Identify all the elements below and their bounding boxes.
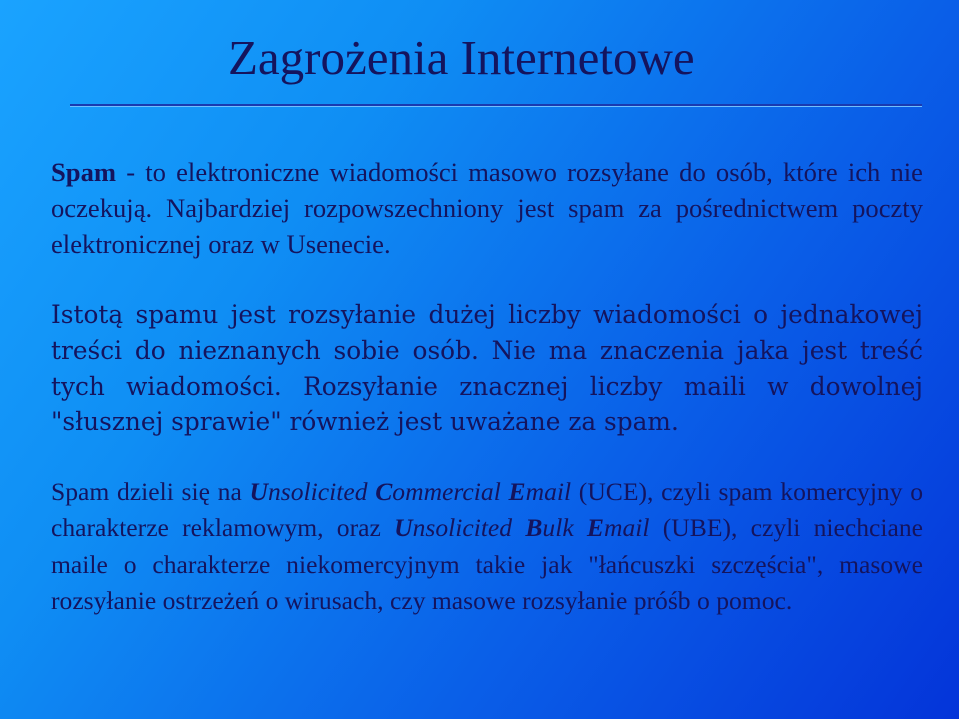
- ube-term: [394, 513, 649, 542]
- definition-text: - to elektroniczne wiadomości masowo rozsyłane do osób, które ich nie oczekują. Najbardziej rozpowszechniony jest spam za pośrednictwem poczty elektronicznej oraz w Usenecie.: [51, 157, 923, 259]
- uce-term: [250, 477, 572, 506]
- slide-title: Zagrożenia Internetowe: [228, 30, 695, 85]
- paragraph-text: [51, 155, 923, 262]
- paragraph-text: Istotą spamu jest rozsyłanie dużej liczby wiadomości o jednakowej treści do nieznanych sobie osób. Nie ma znaczenia jaka jest treść tych wiadomości. Rozsyłanie znacznej liczby maili w dowolnej "słusznej sprawie" również jest uważane za spam.: [51, 300, 923, 437]
- paragraph-spam-essence: [51, 297, 923, 440]
- ube-word-bulk: ulk: [542, 513, 574, 543]
- uce-description: (UCE), czyli spam komercyjny o charakterze reklamowym, oraz: [51, 477, 924, 543]
- uce-word-commercial: ommercial: [392, 477, 509, 506]
- paragraph-spam-definition: [51, 155, 923, 262]
- uce-word-email: mail: [525, 477, 572, 506]
- ube-initial-e: E: [586, 513, 604, 543]
- intro-text: Spam dzieli się na: [51, 477, 250, 506]
- ube-initial-u: U: [394, 513, 413, 543]
- uce-word-unsolicited: nsolicited: [268, 477, 376, 506]
- uce-initial-u: U: [249, 477, 268, 506]
- title-divider: [70, 104, 922, 107]
- ube-description: (UBE), czyli niechciane maile o charakterze niekomercyjnym takie jak "łańcuszki szczęścia", masowe rozsyłanie ostrzeżeń o wirusach, czy masowe rozsyłanie próśb o pomoc.: [51, 513, 923, 616]
- term-spam: Spam: [51, 157, 117, 187]
- paragraph-text: [51, 474, 923, 620]
- ube-word-unsolicited: nsolicited: [412, 513, 526, 543]
- uce-initial-c: C: [375, 477, 393, 506]
- ube-word-email: mail: [604, 513, 650, 543]
- uce-initial-e: E: [508, 477, 526, 506]
- paragraph-spam-types: [51, 474, 923, 620]
- ube-initial-b: B: [525, 513, 543, 543]
